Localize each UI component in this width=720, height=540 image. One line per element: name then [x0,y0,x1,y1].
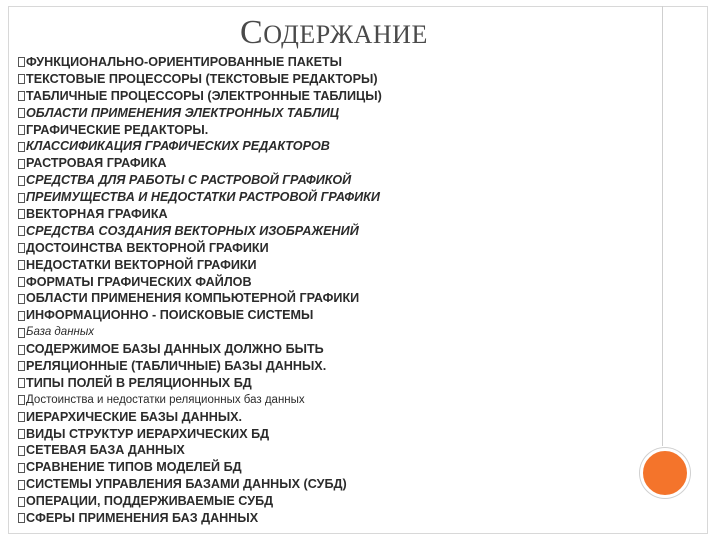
list-item-label: ФОРМАТЫ ГРАФИЧЕСКИХ ФАЙЛОВ [26,274,252,289]
title-rest: ОДЕРЖАНИЕ [263,20,428,49]
list-item[interactable] [18,122,488,139]
list-item[interactable] [18,206,488,223]
list-item[interactable] [18,375,488,392]
list-item-label: ТЕКСТОВЫЕ ПРОЦЕССОРЫ (ТЕКСТОВЫЕ РЕДАКТОРЫ) [26,71,378,86]
list-item-label: СИСТЕМЫ УПРАВЛЕНИЯ БАЗАМИ ДАННЫХ (СУБД) [26,477,347,492]
bullet-box-icon [18,142,25,152]
bullet-box-icon [18,159,25,169]
list-item[interactable] [18,307,488,324]
bullet-box-icon [18,328,25,338]
list-item-label: ВИДЫ СТРУКТУР ИЕРАРХИЧЕСКИХ БД [26,426,270,441]
list-item-label: ИНФОРМАЦИОННО - ПОИСКОВЫЕ СИСТЕМЫ [26,308,314,323]
bullet-box-icon [18,260,25,270]
list-item-label: СФЕРЫ ПРИМЕНЕНИЯ БАЗ ДАННЫХ [26,511,259,526]
bullet-box-icon [18,361,25,371]
list-item[interactable] [18,426,488,443]
list-item-label: ДОСТОИНСТВА ВЕКТОРНОЙ ГРАФИКИ [26,240,269,255]
title-first-letter: С [240,14,264,51]
list-item-label: РАСТРОВАЯ ГРАФИКА [26,156,167,171]
bullet-box-icon [18,497,25,507]
list-item[interactable] [18,324,488,341]
bullet-box-icon [18,294,25,304]
list-item-label: СРЕДСТВА СОЗДАНИЯ ВЕКТОРНЫХ ИЗОБРАЖЕНИЙ [26,223,359,238]
list-item-label: Достоинства и недостатки реляционных баз данных [26,393,305,406]
list-item[interactable] [18,105,488,122]
bullet-box-icon [18,91,25,101]
list-item-label: РЕЛЯЦИОННЫЕ (ТАБЛИЧНЫЕ) БАЗЫ ДАННЫХ. [26,359,327,374]
bullet-box-icon [18,311,25,321]
list-item-label: СРАВНЕНИЕ ТИПОВ МОДЕЛЕЙ БД [26,460,242,475]
list-item-label: ГРАФИЧЕСКИЕ РЕДАКТОРЫ. [26,122,209,137]
list-item[interactable] [18,138,488,155]
bullet-box-icon [18,412,25,422]
list-item-label: ПРЕИМУЩЕСТВА И НЕДОСТАТКИ РАСТРОВОЙ ГРАФИКИ [26,190,380,205]
list-item-label: База данных [26,326,95,339]
list-item[interactable] [18,290,488,307]
bullet-box-icon [18,446,25,456]
bullet-box-icon [18,125,25,135]
list-item[interactable] [18,358,488,375]
list-item[interactable] [18,409,488,426]
list-item[interactable] [18,189,488,206]
orange-circle-decoration [640,448,690,498]
bullet-box-icon [18,378,25,388]
slide-divider-line [662,6,663,446]
bullet-box-icon [18,277,25,287]
bullet-box-icon [18,463,25,473]
bullet-box-icon [18,395,25,405]
bullet-box-icon [18,513,25,523]
list-item-label: ТАБЛИЧНЫЕ ПРОЦЕССОРЫ (ЭЛЕКТРОННЫЕ ТАБЛИЦЫ) [26,88,382,103]
list-item[interactable] [18,71,488,88]
bullet-box-icon [18,226,25,236]
list-item[interactable] [18,476,488,493]
bullet-box-icon [18,429,25,439]
list-item[interactable] [18,392,488,409]
list-item-label: СРЕДСТВА ДЛЯ РАБОТЫ С РАСТРОВОЙ ГРАФИКОЙ [26,173,352,188]
bullet-box-icon [18,108,25,118]
list-item[interactable] [18,54,488,71]
bullet-box-icon [18,74,25,84]
list-item[interactable] [18,341,488,358]
list-item[interactable] [18,442,488,459]
list-item-label: ОБЛАСТИ ПРИМЕНЕНИЯ ЭЛЕКТРОННЫХ ТАБЛИЦ [26,105,340,120]
list-item[interactable] [18,493,488,510]
list-item[interactable] [18,172,488,189]
list-item-label: СОДЕРЖИМОЕ БАЗЫ ДАННЫХ ДОЛЖНО БЫТЬ [26,342,324,357]
list-item-label: ОПЕРАЦИИ, ПОДДЕРЖИВАЕМЫЕ СУБД [26,494,274,509]
list-item[interactable] [18,223,488,240]
list-item[interactable] [18,510,488,527]
bullet-box-icon [18,209,25,219]
list-item-label: ОБЛАСТИ ПРИМЕНЕНИЯ КОМПЬЮТЕРНОЙ ГРАФИКИ [26,291,360,306]
list-item-label: ТИПЫ ПОЛЕЙ В РЕЛЯЦИОННЫХ БД [26,375,252,390]
contents-list [18,54,488,527]
list-item[interactable] [18,88,488,105]
list-item-label: ВЕКТОРНАЯ ГРАФИКА [26,207,168,222]
list-item[interactable] [18,240,488,257]
page-title [240,14,428,52]
bullet-box-icon [18,57,25,67]
list-item-label: ИЕРАРХИЧЕСКИЕ БАЗЫ ДАННЫХ. [26,409,243,424]
bullet-box-icon [18,345,25,355]
list-item-label: КЛАССИФИКАЦИЯ ГРАФИЧЕСКИХ РЕДАКТОРОВ [26,139,330,154]
list-item-label: ФУНКЦИОНАЛЬНО-ОРИЕНТИРОВАННЫЕ ПАКЕТЫ [26,55,342,69]
bullet-box-icon [18,480,25,490]
list-item[interactable] [18,257,488,274]
list-item-label: СЕТЕВАЯ БАЗА ДАННЫХ [26,443,185,458]
bullet-box-icon [18,243,25,253]
bullet-box-icon [18,176,25,186]
list-item-label: НЕДОСТАТКИ ВЕКТОРНОЙ ГРАФИКИ [26,257,257,272]
list-item[interactable] [18,155,488,172]
list-item[interactable] [18,459,488,476]
list-item[interactable] [18,274,488,291]
bullet-box-icon [18,193,25,203]
